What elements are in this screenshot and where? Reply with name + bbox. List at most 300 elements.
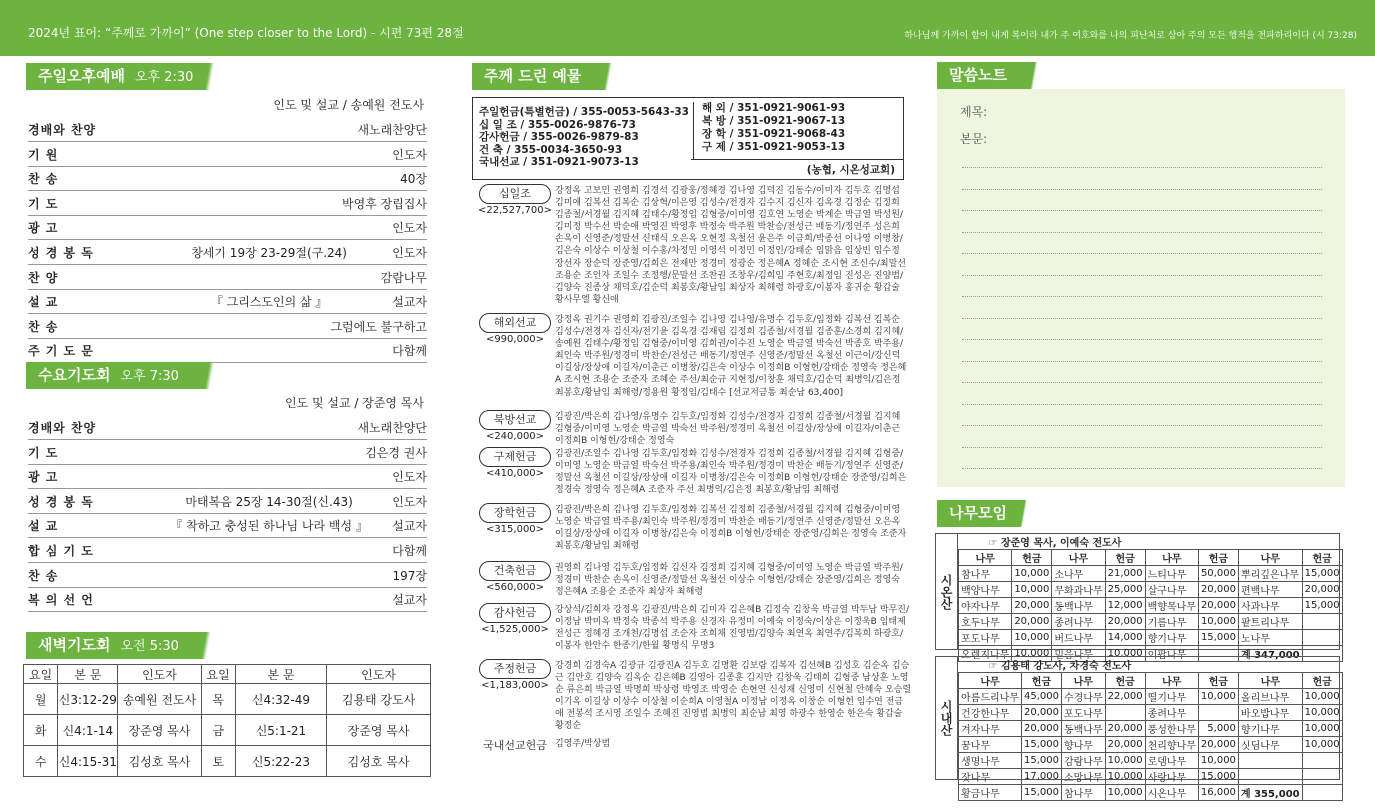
- order-person: 인도자: [392, 246, 427, 260]
- scripture-verse: 하나님께 가까이 함이 내게 복이라 내가 주 여호와를 나의 피난처로 삼아 주의 모든 행적을 전파하리이다 (시 73:28): [904, 31, 1357, 41]
- tree-offering: [1302, 630, 1342, 646]
- offering-category-label: 국내선교헌금: [483, 739, 547, 752]
- note-line: [962, 189, 1322, 190]
- offering-amount: <240,000>: [485, 431, 545, 442]
- order-row: [28, 266, 427, 290]
- tree-offering: 20,000: [1021, 705, 1061, 721]
- tree-offering: 15,000: [1198, 769, 1238, 785]
- tree-name: [1238, 769, 1302, 785]
- offering-category-label: 해외선교: [479, 313, 551, 333]
- tree-name: 느티나무: [1145, 566, 1198, 582]
- tree-head-cell: 헌금: [1198, 550, 1238, 566]
- tree-name: 감람나무: [1061, 753, 1105, 769]
- tree-row: [959, 598, 1343, 614]
- order-row: [28, 339, 427, 363]
- account-line: 해 외 / 351-0921-9061-93: [702, 102, 846, 114]
- tree-name: 풍성한나무: [1145, 721, 1198, 737]
- account-line: 주일헌금(특별헌금) / 355-0053-5643-33: [479, 106, 689, 118]
- tree-name: 천리향나무: [1145, 737, 1198, 753]
- tree-head-cell: 헌금: [1105, 673, 1145, 689]
- tree-offering: 10,000: [1198, 689, 1238, 705]
- tree-head-cell: 나무: [959, 673, 1022, 689]
- tree-offering: 10,000: [1198, 614, 1238, 630]
- order-item: 찬 송: [28, 319, 59, 334]
- dawn-cell: 수: [24, 746, 58, 777]
- tree-group-header: [937, 500, 1037, 527]
- tree-offering: 15,000: [1021, 785, 1061, 801]
- order-person: 40장: [400, 172, 427, 187]
- order-item: 찬 송: [28, 172, 59, 187]
- tree-offering: [1302, 614, 1342, 630]
- tree-head-row: [959, 550, 1343, 566]
- tree-name: 뿌리깊은나무: [1238, 566, 1302, 582]
- order-item: 경배와 찬양: [28, 421, 97, 435]
- tree-offering: 10,000: [1302, 737, 1342, 753]
- order-detail: 『 착하고 충성된 하나님 나라 백성 』: [170, 519, 368, 534]
- order-row: [28, 315, 427, 339]
- order-person: 인도자: [392, 470, 427, 485]
- tree-name: 종려나무: [1145, 705, 1198, 721]
- tree-offering: 10,000: [1198, 753, 1238, 769]
- tree-name: 기름나무: [1145, 614, 1198, 630]
- tree-name: 싯딤나무: [1238, 737, 1302, 753]
- dawn-cell: 신3:12-29: [58, 684, 118, 715]
- tree-name: 꿈나무: [959, 737, 1022, 753]
- dawn-title: 새벽기도회: [38, 636, 111, 654]
- dawn-cell: 토: [201, 746, 235, 777]
- wednesday-service-header: [26, 362, 240, 389]
- offering-donor-list: 강상석/김희자 강정옥 김광진/박은희 김미자 김은혜B 김정숙 김창욱 박금열 박두남 박무진/이정남 박미옥 박정숙 박종석 박주용 신경자 유정미 이예숙 이정숙/이상은 이정욱B 임태제 전성근 정혜경 조개천/김명섭 조순자 조희채 진영범/김양숙 최연옥 최연주/김복희 하광호/이봉자 한안수 한종기/한월 황명식 무명3: [555, 605, 910, 652]
- bank-name: (농협, 시온성교회): [806, 164, 895, 176]
- tree-row: [959, 737, 1343, 753]
- tree-offering: 10,000: [1105, 753, 1145, 769]
- dawn-cell: 금: [201, 715, 235, 746]
- offering-category: [475, 184, 555, 216]
- note-line: [962, 253, 1322, 254]
- dawn-prayer-header: [26, 632, 236, 659]
- offering-donor-list: 권영희 김나영 김두호/임정화 김신자 김정희 김지혜 김형중/이미영 노영순 박금열 박주원/ 정경미 박찬순 손옥이 신영준/정말선 옥철선 이상수 이형헌/강태순 장준영/김희은 정영숙 정은혜A 조용순 조준자 최상자 최해령: [555, 563, 903, 598]
- order-item: 광 고: [28, 470, 59, 485]
- tree-offering: [1198, 705, 1238, 721]
- offering-category-label: 감사헌금: [479, 603, 551, 623]
- order-item: 찬 양: [28, 270, 59, 285]
- dawn-row: [24, 746, 431, 777]
- offering-donor-list: 강정옥 고보민 권영희 김경석 김광웅/정혜경 김나영 김덕진 김동수/이미자 김두호 김명섭 김미애 김복선 김복순 김상혁/이은영 김성수/전경자 김수지 김신자 김옥경 김정순 김정희 김종철/서경월 김지혜 김태수/황정임 김형중/이미영 김호연 노영순 박계순 박금열 박성원/ 김미정 박수선 박순애 박영진 박영후 박정숙 박주원 박찬승/전성근 배동기/정연주 성은희 손옥이 신영준/정말선 신태식 오은옥 오현정 옥철선 윤은주 이금희/박종선 이나영 이병창/ 김은숙 이상수 이상철 이수홍/차정민 이영석 이정민 이정인/강태순 임맑음 임상빈 임수정 장선자 장순덕 장준영/김희은 전재만 정경미 정광순 정은혜A 정혜순 조시현 조신수/최말선 조용순 조인자 조일수 조정행/문말선 조찬권 조창우/김희임 주현호/최정임 진성은 진양범/ 김양숙 진종상 채덕호/김순덕 최봉호/황남임 최상자 최해령 하광호/이봉자 홍귀순 황갑술 황사무엘 황신애: [555, 186, 906, 305]
- offering-category: [475, 410, 555, 442]
- tree-head-cell: 나무: [1145, 673, 1198, 689]
- tree-name: 무화과나무: [1052, 582, 1105, 598]
- tree-name: 소망나무: [1061, 769, 1105, 785]
- order-row: [28, 539, 427, 563]
- note-line: [962, 232, 1322, 233]
- tree-offering: 10,000: [1302, 689, 1342, 705]
- account-line: 십 일 조 / 355-0026-9876-73: [479, 118, 636, 131]
- tree-offering: 10,000: [1105, 769, 1145, 785]
- wednesday-title: 수요기도회: [38, 366, 111, 384]
- tree-name: 노나무: [1238, 630, 1302, 646]
- account-list-right: [693, 102, 845, 159]
- tree-head-cell: 헌금: [1198, 673, 1238, 689]
- sunday-title: 주일오후예배: [38, 67, 125, 85]
- tree-name: 백향목나무: [1145, 598, 1198, 614]
- order-row: [28, 514, 427, 538]
- tree-name: 동백나무: [1061, 721, 1105, 737]
- tree-offering: 10,000: [1012, 630, 1052, 646]
- offering-category: [475, 603, 555, 635]
- tree-offering: 22,000: [1105, 689, 1145, 705]
- tree-offering: 16,000: [1198, 785, 1238, 801]
- offering-amount: <410,000>: [485, 468, 545, 479]
- order-detail: 마태복음 25장 14-30절(신.43): [185, 494, 353, 509]
- tree-offering: 20,000: [1198, 598, 1238, 614]
- tree-offering: 15,000: [1198, 630, 1238, 646]
- offering-accounts: [472, 97, 904, 180]
- tree-row: [959, 705, 1343, 721]
- order-row: [28, 588, 427, 612]
- tree-offering: [1302, 769, 1342, 785]
- order-item: 찬 송: [28, 568, 59, 583]
- order-person: 인도자: [392, 494, 427, 509]
- offering-amount: <22,527,700>: [477, 205, 552, 216]
- tree-head-cell: 헌금: [1302, 673, 1342, 689]
- tree-name: 포도나무: [1061, 705, 1105, 721]
- order-row: [28, 441, 427, 465]
- tree-offering: 12,000: [1105, 598, 1145, 614]
- order-row: [28, 143, 427, 167]
- account-line: 장 학 / 351-0921-9068-43: [702, 128, 846, 140]
- order-item: 기 도: [28, 445, 59, 460]
- tree-offering: [1302, 785, 1342, 801]
- tree-head-cell: 헌금: [1012, 550, 1052, 566]
- note-line: [962, 361, 1322, 362]
- tree-row: [959, 689, 1343, 705]
- dawn-head-row: [24, 665, 431, 684]
- group-name: 시내산: [936, 657, 958, 779]
- tree-name: 편백나무: [1238, 582, 1302, 598]
- order-row: [28, 192, 427, 216]
- tree-offering: 10,000: [1105, 785, 1145, 801]
- tree-head-cell: 나무: [959, 550, 1012, 566]
- wednesday-time: 오후 7:30: [120, 369, 179, 384]
- tree-head-cell: 나무: [1052, 550, 1105, 566]
- note-line: [962, 382, 1322, 383]
- order-row: [28, 290, 427, 314]
- tree-offering: 10,000: [1302, 721, 1342, 737]
- sunday-leader: 인도 및 설교 / 송예원 전도사: [273, 98, 424, 112]
- order-item: 기 원: [28, 147, 59, 162]
- tree-offering: 20,000: [1105, 614, 1145, 630]
- dawn-cell: 장준영 목사: [118, 715, 201, 746]
- offering-category: [475, 561, 555, 593]
- note-line: [962, 296, 1322, 297]
- dawn-cell: 김용태 강도사: [327, 684, 431, 715]
- order-item: 기 도: [28, 196, 59, 211]
- offering-amount: <1,183,000>: [481, 680, 549, 691]
- order-person: 그럼에도 불구하고: [330, 319, 427, 334]
- tree-offering: 20,000: [1105, 737, 1145, 753]
- offering-title: 주께 드린 예물: [484, 67, 582, 85]
- offering-category: [475, 447, 555, 479]
- dawn-cell: 신5:1-21: [235, 715, 326, 746]
- order-detail: 창세기 19장 23-29절(구.24): [191, 246, 347, 260]
- tree-offering: 20,000: [1198, 737, 1238, 753]
- dawn-cell: 목: [201, 684, 235, 715]
- tree-offering: 20,000: [1198, 582, 1238, 598]
- tree-offering: 45,000: [1021, 689, 1061, 705]
- account-line: 국내선교 / 351-0921-9073-13: [479, 156, 639, 168]
- offering-category: [475, 503, 555, 535]
- sunday-time: 오후 2:30: [134, 70, 194, 85]
- tree-name: 소나무: [1052, 566, 1105, 582]
- tree-offering: 20,000: [1021, 721, 1061, 737]
- tree-row: [959, 769, 1343, 785]
- tree-offering: 10,000: [1105, 646, 1145, 662]
- tree-name: 잣나무: [959, 769, 1022, 785]
- top-banner: [0, 0, 1375, 56]
- order-person: 다함께: [392, 344, 427, 359]
- order-person: 설교자: [392, 519, 427, 534]
- order-item: 주 기 도 문: [28, 344, 94, 359]
- dawn-head-cell: 인도자: [327, 665, 431, 684]
- tree-head-cell: 헌금: [1021, 673, 1061, 689]
- order-person: 다함께: [392, 544, 427, 558]
- tree-row: [959, 566, 1343, 582]
- order-person: 박영후 장립집사: [342, 196, 427, 211]
- sunday-service-header: [26, 63, 240, 90]
- group-leaders: ☞ 장준영 목사, 이예숙 전도사: [959, 534, 1343, 550]
- tree-name: 바오밥나무: [1238, 705, 1302, 721]
- dawn-head-cell: 본 문: [235, 665, 326, 684]
- tree-name: 사과나무: [1238, 598, 1302, 614]
- dawn-cell: 김성호 목사: [118, 746, 201, 777]
- order-person: 김은경 권사: [365, 445, 427, 460]
- tree-name: 건강한나무: [959, 705, 1022, 721]
- offering-category: [475, 659, 555, 691]
- tree-name: 종려나무: [1052, 614, 1105, 630]
- tree-offering: 15,000: [1302, 566, 1342, 582]
- tree-name: 믿음나무: [1052, 646, 1105, 662]
- tree-name: 팥트리나무: [1238, 614, 1302, 630]
- tree-name: 참나무: [959, 566, 1012, 582]
- tree-name: 떨기나무: [1145, 689, 1198, 705]
- note-line: [962, 167, 1322, 168]
- tree-row: [959, 630, 1343, 646]
- dawn-head-cell: 요일: [201, 665, 235, 684]
- order-item: 성 경 봉 독: [28, 494, 94, 509]
- tree-name: 참나무: [1061, 785, 1105, 801]
- tree-head-cell: 헌금: [1105, 550, 1145, 566]
- offering-donor-list: 김영주/박상범: [555, 739, 611, 749]
- tree-head-row: [959, 673, 1343, 689]
- order-row: [28, 118, 427, 142]
- tree-offering: [1302, 753, 1342, 769]
- dawn-cell: 장준영 목사: [327, 715, 431, 746]
- account-line: 구 제 / 351-0921-9053-13: [702, 141, 846, 153]
- dawn-schedule-table: [23, 664, 431, 777]
- dawn-cell: 신4:15-31: [58, 746, 118, 777]
- group-leaders: ☞ 김용태 강도사, 차경숙 전도사: [959, 657, 1343, 673]
- tree-offering: 10,000: [1012, 582, 1052, 598]
- tree-name: 향기나무: [1145, 630, 1198, 646]
- note-title: 말씀노트: [949, 66, 1007, 84]
- order-row: [28, 490, 427, 514]
- tree-name: 황금나무: [959, 785, 1022, 801]
- order-item: 합 심 기 도: [28, 544, 94, 558]
- note-line: [962, 318, 1322, 319]
- account-line: 복 방 / 351-0921-9067-13: [702, 115, 846, 127]
- leader-row: [959, 534, 1343, 550]
- tree-head-cell: 나무: [1061, 673, 1105, 689]
- offering-category-label: 주정헌금: [479, 659, 551, 679]
- tree-name: [1238, 753, 1302, 769]
- account-line: 건 축 / 355-0034-3650-93: [479, 143, 623, 156]
- note-body-label: 본문:: [960, 132, 988, 146]
- order-item: 경배와 찬양: [28, 123, 97, 137]
- account-list-left: [479, 106, 689, 169]
- order-row: [28, 167, 427, 191]
- dawn-cell: 신5:22-23: [235, 746, 326, 777]
- order-row: [28, 465, 427, 489]
- sermon-note-area[interactable]: [937, 89, 1345, 487]
- note-line: [962, 425, 1322, 426]
- tree-table: [958, 657, 1343, 801]
- order-item: 설 교: [28, 295, 59, 310]
- tree-head-cell: 나무: [1145, 550, 1198, 566]
- tree-offering: 10,000: [1012, 566, 1052, 582]
- order-person: 설교자: [392, 593, 427, 608]
- order-item: 복 의 선 언: [28, 593, 94, 608]
- sermon-note-header: [937, 62, 1049, 89]
- dawn-cell: 김성호 목사: [327, 746, 431, 777]
- tree-offering: 10,000: [1012, 646, 1052, 662]
- offering-amount: <560,000>: [485, 582, 545, 593]
- order-person: 감람나무: [380, 270, 427, 285]
- tree-name: 향기나무: [1238, 721, 1302, 737]
- tree-name: 오렌지나무: [959, 646, 1012, 662]
- tree-name: 야자나무: [959, 598, 1012, 614]
- tree-offering: 5,000: [1198, 721, 1238, 737]
- tree-head-cell: 헌금: [1302, 550, 1342, 566]
- tree-row: [959, 582, 1343, 598]
- wednesday-leader: 인도 및 설교 / 장준영 목사: [284, 396, 424, 410]
- sinai-group: [935, 656, 1340, 800]
- dawn-row: [24, 715, 431, 746]
- tree-offering: 20,000: [1302, 582, 1342, 598]
- tree-name: 올리브나무: [1238, 689, 1302, 705]
- leader-row: [959, 657, 1343, 673]
- tree-name: 시온나무: [1145, 785, 1198, 801]
- order-row: [28, 416, 427, 440]
- tree-row: [959, 785, 1343, 801]
- dawn-head-cell: 요일: [24, 665, 58, 684]
- tree-offering: 10,000: [1302, 705, 1342, 721]
- note-line: [962, 210, 1322, 211]
- group-name: 시온산: [936, 534, 958, 649]
- tree-row: [959, 721, 1343, 737]
- tree-name: 사랑나무: [1145, 769, 1198, 785]
- dawn-cell: 월: [24, 684, 58, 715]
- tree-offering: 15,000: [1021, 753, 1061, 769]
- order-row: [28, 216, 427, 240]
- tree-table: [958, 534, 1343, 662]
- offering-header: [472, 63, 630, 90]
- offering-donor-list: 김광진/조일수 김나영 김두호/임정화 김성수/전경자 김정희 김종철/서경월 김지혜 김형중/ 이미영 노영순 박금열 박숙선 박주용/최인숙 박주원/정경미 박찬순 배동기/정연주 신영준/ 정말선 옥철선 이길상/장상애 이길자 이병창/김은숙 이정희B 이형헌/강태순 장준영/김희은 정경숙 정영숙 정은혜A 조준자 주선 최병익/김은정 최봉호/황남임 최해령: [555, 449, 907, 496]
- offering-amount: <315,000>: [485, 524, 545, 535]
- order-row: [28, 564, 427, 588]
- year-motto: 2024년 표어: “주께로 가까이” (One step closer to the Lord) - 시편 73편 28절: [28, 26, 464, 40]
- zion-group: [935, 533, 1340, 661]
- order-row: [28, 241, 427, 265]
- dawn-cell: 신4:32-49: [235, 684, 326, 715]
- offering-category: [475, 737, 555, 753]
- dawn-head-cell: 본 문: [58, 665, 118, 684]
- offering-category-label: 건축헌금: [479, 561, 551, 581]
- tree-name: 계 355,000: [1238, 785, 1302, 801]
- tree-offering: 20,000: [1012, 598, 1052, 614]
- order-item: 광 고: [28, 221, 59, 236]
- tree-name: 겨자나무: [959, 721, 1022, 737]
- order-person: 인도자: [392, 147, 427, 162]
- offering-category-label: 십일조: [479, 184, 551, 204]
- offering-category-label: 북방선교: [479, 410, 551, 430]
- offering-donor-list: 김광진/박은희 김나영/유명수 김두호/임정화 김성수/전경자 김정희 김종철/서경월 김지혜 김형중/이미영 노영순 박금열 박숙선 박주원/정경미 옥철선 이길상/장상애 이길자/이춘근 이정희B 이형헌/강태순 정영숙: [555, 412, 901, 447]
- order-person: 197장: [392, 568, 427, 583]
- tree-name: 동백나무: [1052, 598, 1105, 614]
- dawn-head-cell: 인도자: [118, 665, 201, 684]
- tree-name: 계 347,000: [1238, 646, 1302, 662]
- account-divider: [691, 159, 904, 160]
- dawn-cell: 화: [24, 715, 58, 746]
- tree-name: 이팝나무: [1145, 646, 1198, 662]
- tree-offering: 15,000: [1021, 737, 1061, 753]
- note-line: [962, 404, 1322, 405]
- dawn-row: [24, 684, 431, 715]
- note-title-label: 제목:: [960, 105, 988, 119]
- tree-name: 버드나무: [1052, 630, 1105, 646]
- account-line: 감사헌금 / 355-0026-9879-83: [479, 131, 639, 143]
- tree-head-cell: 나무: [1238, 673, 1302, 689]
- offering-category-label: 장학헌금: [479, 503, 551, 523]
- tree-offering: 14,000: [1105, 630, 1145, 646]
- note-line: [962, 339, 1322, 340]
- tree-name: 포도나무: [959, 630, 1012, 646]
- tree-name: 호두나무: [959, 614, 1012, 630]
- tree-offering: [1105, 705, 1145, 721]
- offering-donor-list: 강정옥 권기수 권영희 김광진/조일수 김나영 김나영/유명수 김두호/임정화 김복선 김복순 김성수/전경자 김신자/전기윤 김옥경 김재림 김정희 김종철/서경월 김종훈/소경희 김지혜/ 송예원 김태수/황정임 김형중/이미영 김희권/이수진 노영순 박금열 박숙선 박종호 박주용/ 최인숙 박주원/정경미 박찬순/전성근 배동기/정연주 신영준/정말선 옥철선 이근이/강신덕 이길상/장상애 이길자/이춘근 이병창/김은숙 이상수 이정희B 이형헌/강태순 정영숙 정은혜A 조시현 조용순 조준자 조혜순 주선/최순규 지현정/이창훈 채덕호/김순덕 최병익/김은정 최봉호/황남임 최해령/정용원 황정임/김태수 [선교저금통 최순남 63,400]: [555, 315, 907, 398]
- tree-name: 생명나무: [959, 753, 1022, 769]
- order-detail: 『 그리스도인의 삶 』: [210, 295, 328, 310]
- order-item: 성 경 봉 독: [28, 246, 94, 260]
- tree-offering: 25,000: [1105, 582, 1145, 598]
- tree-name: 살구나무: [1145, 582, 1198, 598]
- tree-name: 로뎀나무: [1145, 753, 1198, 769]
- tree-name: 백양나무: [959, 582, 1012, 598]
- trees-title: 나무모임: [949, 504, 1007, 522]
- dawn-cell: 신4:1-14: [58, 715, 118, 746]
- order-person: 설교자: [392, 295, 427, 310]
- tree-name: 향나무: [1061, 737, 1105, 753]
- order-person: 새노래찬양단: [357, 421, 427, 435]
- order-item: 설 교: [28, 519, 59, 534]
- offering-donor-list: 김광진/박은희 김나영 김두호/임정화 김복선 김정희 김종철/서경월 김지혜 김형중/이미영 노영순 박금열 박주용/최인숙 박주원/정경미 박찬순 배동기/정연주 신영준/정말선 오은옥 이길상/장상애 이길자 이병창/김은숙 이정희B 이형헌/강태순 장준영/김희은 정영숙 조준자 최봉호/황남임 최해령: [555, 505, 907, 552]
- offering-donor-list: 강경희 김경숙A 김광규 김광진A 김두호 김명환 김보람 김복자 김선혜B 김성호 김순옥 김승근 김안호 김양숙 김옥순 김은혜B 김영아 김종훈 김지만 김창욱 김태희 김형중 남상훈 노영순 류은희 박금열 박명희 박상령 박영조 박영순 손현연 신성재 신영미 신현철 안혜숙 오승렬 이기옥 이길상 이상수 이상철 이순희A 이영철A 이정남 이정옥 이창순 이형헌 임수연 전금애 전봉석 조시영 조일수 조혜진 진영범 최병익 최순남 최영 하광수 한영순 한은숙 황갑술 황정순: [555, 661, 912, 732]
- tree-offering: 20,000: [1105, 721, 1145, 737]
- note-line: [962, 447, 1322, 448]
- offering-amount: <1,525,000>: [481, 624, 549, 635]
- dawn-cell: 송예원 전도사: [118, 684, 201, 715]
- offering-amount: <990,000>: [485, 334, 545, 345]
- tree-row: [959, 614, 1343, 630]
